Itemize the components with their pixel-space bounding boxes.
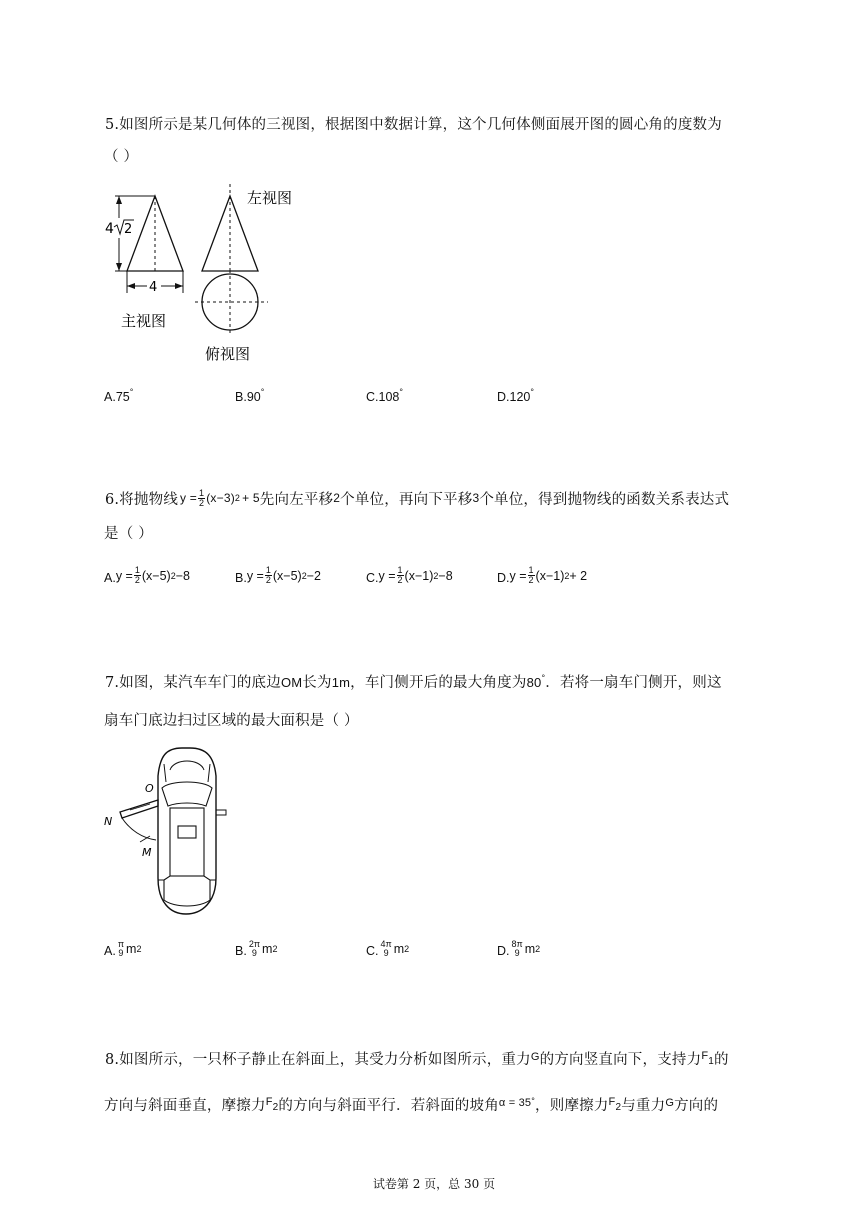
q7-option-b[interactable]: B. 2π 9 m 2 xyxy=(235,939,278,958)
q7-option-d[interactable]: D. 8π 9 m 2 xyxy=(497,939,541,958)
q5-option-b[interactable]: B.90° xyxy=(235,387,265,404)
q7-stem: 7.如图，某汽车车门的底边OM长为1m，车门侧开后的最大角度为80°．若将一扇车门侧开，则这 xyxy=(105,673,722,691)
q6-option-b[interactable]: B. y = $\frac{1}{2}$ (x−5) 2 −2 xyxy=(235,565,321,585)
left-view-label: 左视图 xyxy=(247,189,293,207)
q8-line1: 8.如图所示，一只杯子静止在斜面上，其受力分析如图所示，重力$^G$的方向竖直向下，支持力$^F$1的 xyxy=(105,1050,729,1068)
open-door xyxy=(120,800,158,818)
q6-option-d[interactable]: D. y = $\frac{1}{2}$ (x−1) 2 + 2 xyxy=(497,565,588,585)
roof-box xyxy=(178,826,196,838)
height-label: 4 xyxy=(105,221,114,237)
q6-stem: 6.将抛物线 y = $\frac{1}{2}$ (x−3) 2 + 5 先向左平移 2 个单位，再向下平移 3 个单位，得到抛物线的函数关系表达式 xyxy=(105,487,730,508)
width-label: 4 xyxy=(149,280,158,295)
q6-option-c[interactable]: C. y = $\frac{1}{2}$ (x−1) 2 −8 xyxy=(366,565,453,585)
q5-three-view-figure xyxy=(100,180,330,370)
q7-option-a[interactable]: A. π 9 m 2 xyxy=(104,939,142,958)
q5-answer-paren: （ ） xyxy=(104,149,139,165)
q7-line2: 扇车门底边扫过区域的最大面积是（ ） xyxy=(104,713,359,729)
sqrt-label: 2 xyxy=(124,222,133,237)
q6-option-a[interactable]: A. y = $\frac{1}{2}$ (x−5) 2 −8 xyxy=(104,565,190,585)
car-outline xyxy=(158,748,216,914)
q5-stem: 5.如图所示是某几何体的三视图，根据图中数据计算，这个几何体侧面展开图的圆心角的度数为 xyxy=(105,117,722,133)
q5-option-d[interactable]: D.120° xyxy=(497,387,534,404)
q5-option-a[interactable]: A.75° xyxy=(104,387,134,404)
q5-option-c[interactable]: C.108° xyxy=(366,387,403,404)
q6-line2: 是（ ） xyxy=(104,526,153,542)
q7-car-door-figure xyxy=(100,740,240,920)
label-m: M xyxy=(142,846,152,859)
sweep-arc xyxy=(122,818,156,840)
q8-line2: 方向与斜面垂直，摩擦力$^F$2的方向与斜面平行．若斜面的坡角$^{\alpha = 35^\circ}$，则摩擦力$^F$2与重力$^G$方向的 xyxy=(104,1096,719,1114)
label-n: N xyxy=(104,815,113,828)
page-footer: 试卷第 2 页，总 30 页 xyxy=(372,1177,496,1191)
top-view-label: 俯视图 xyxy=(205,345,251,363)
main-view-label: 主视图 xyxy=(121,312,167,330)
q7-option-c[interactable]: C. 4π 9 m 2 xyxy=(366,939,410,958)
q6-half-fraction: $\frac{1}{2}$ xyxy=(199,487,205,508)
label-o: O xyxy=(145,782,154,795)
